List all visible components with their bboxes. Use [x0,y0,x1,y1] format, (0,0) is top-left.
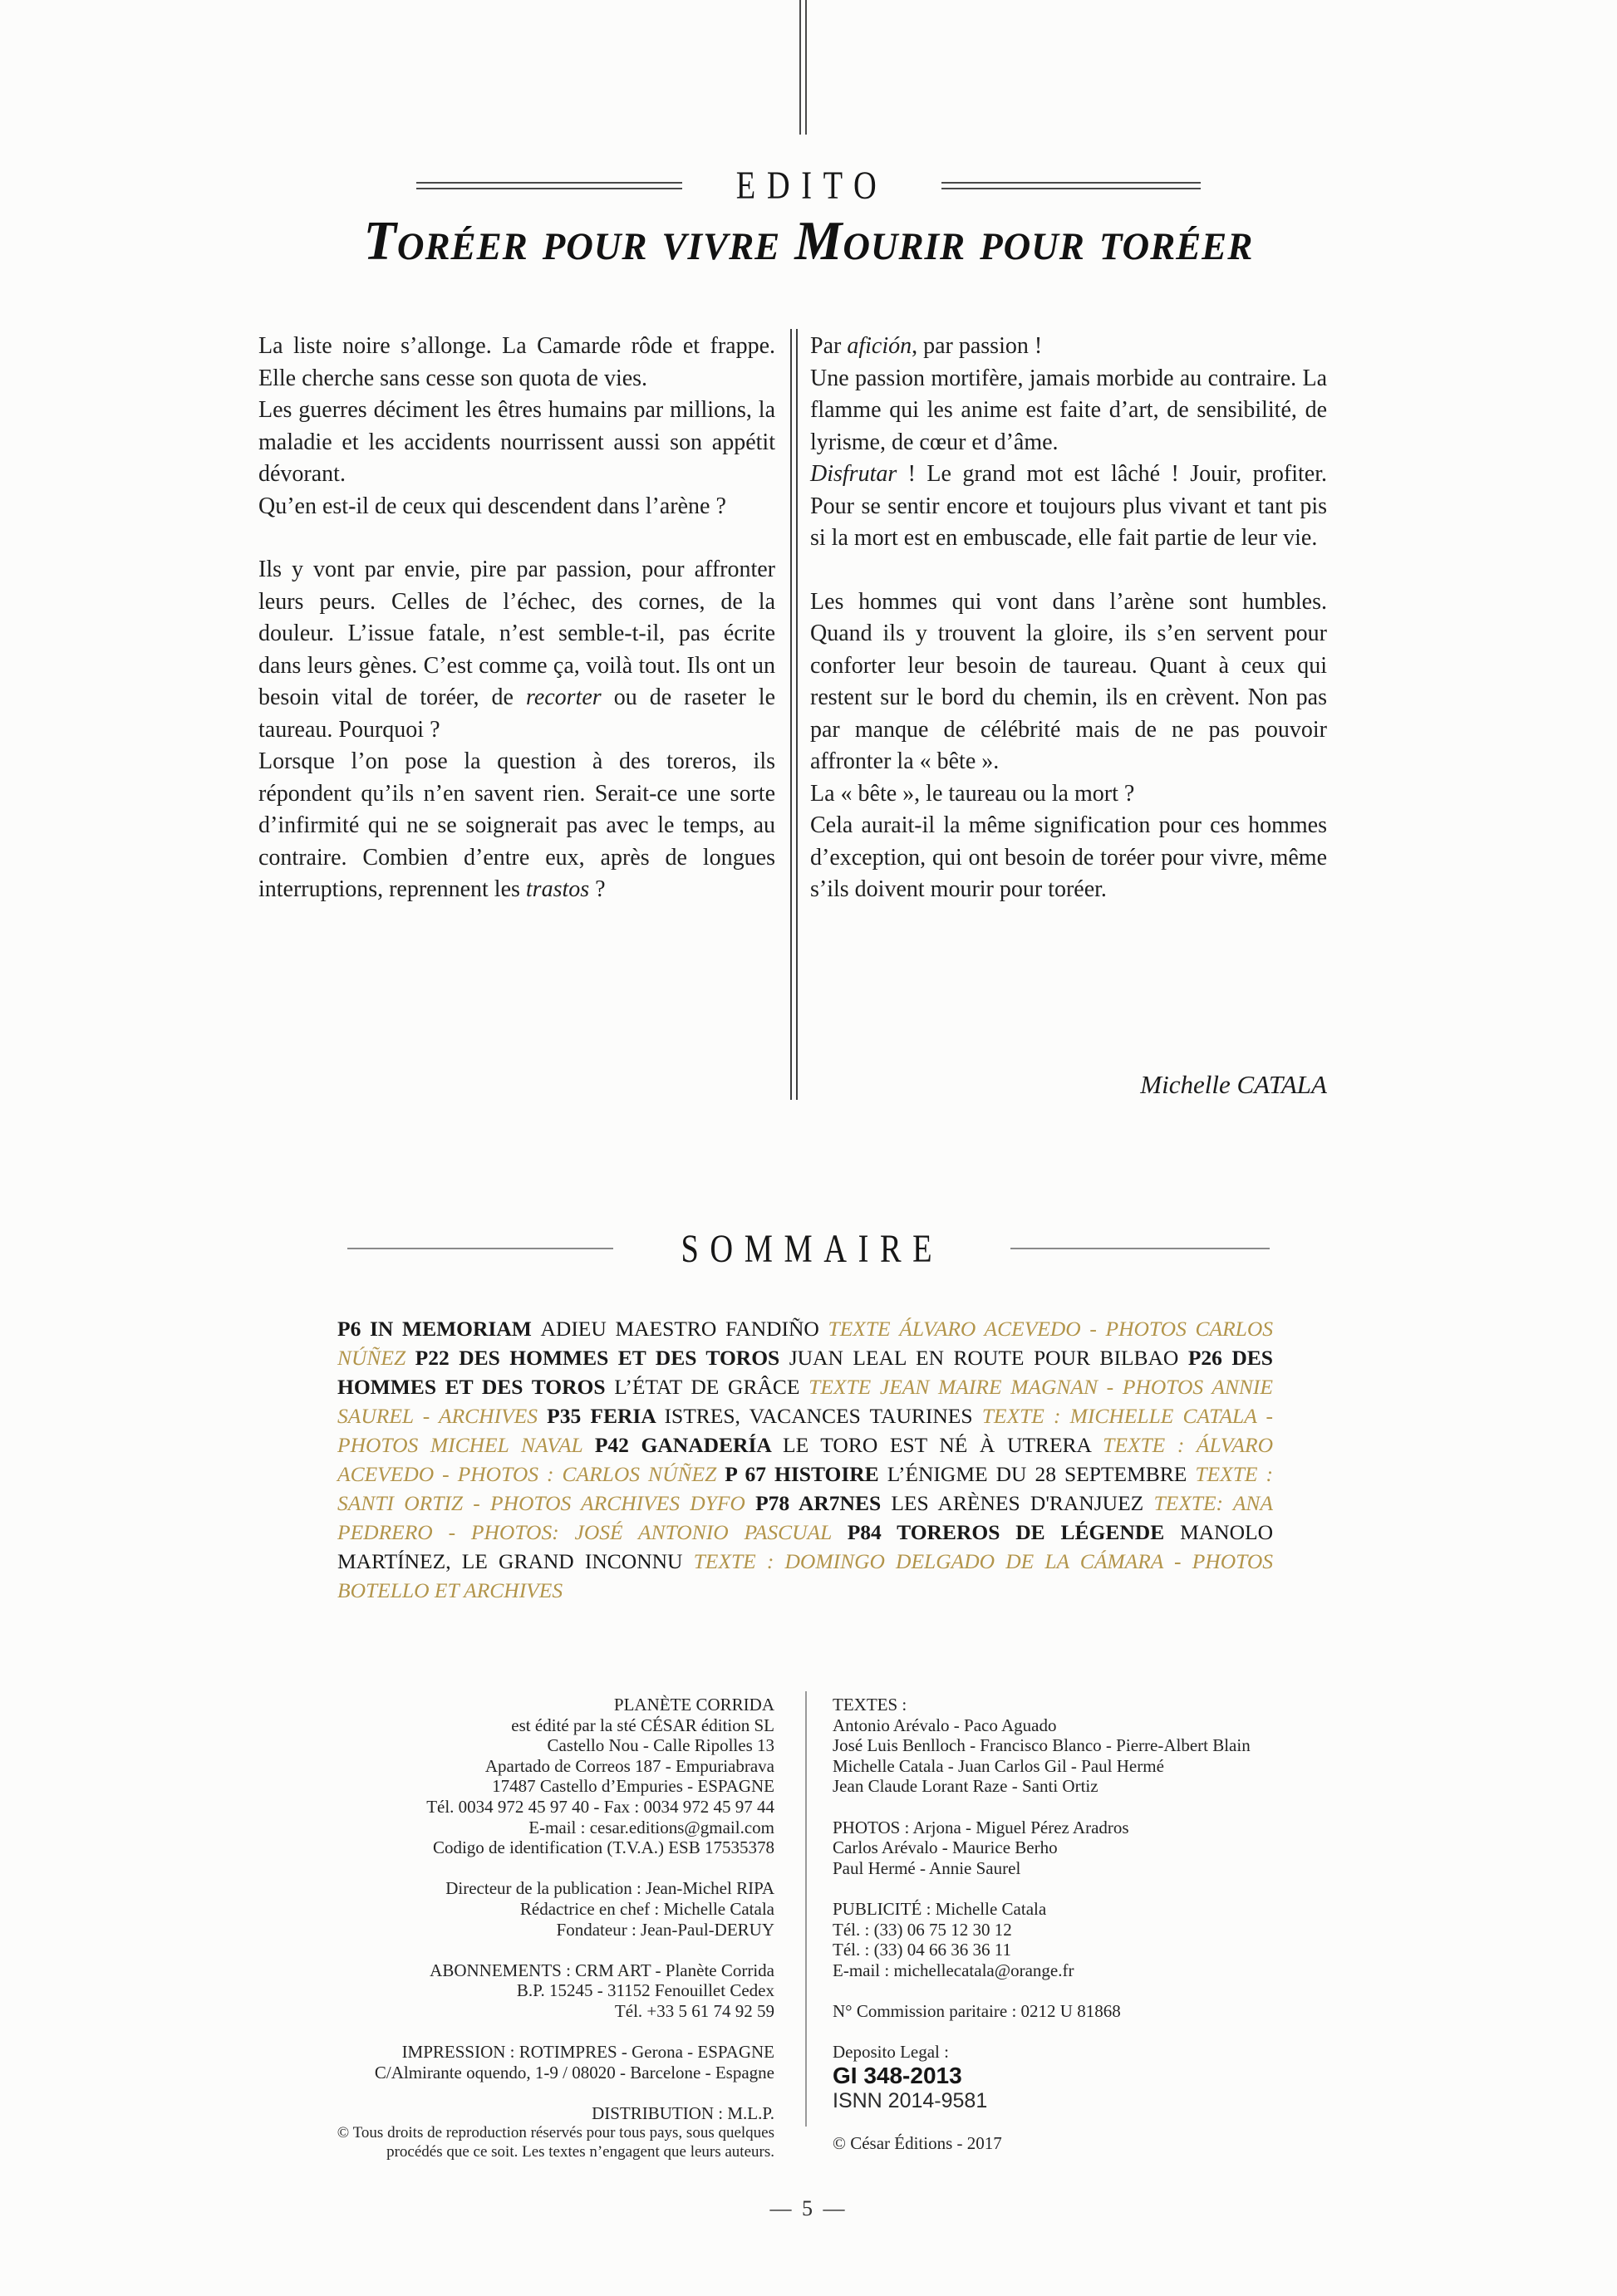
text-line: TEXTES : [833,1695,907,1715]
text-segment: ! Le grand mot est lâché ! Jouir, profiter. Pour se sentir encore et toujours plus vivant et tant pis si la mort est en embuscade, elle fait partie de leur vie. [810,461,1327,551]
colophon-credits-block [833,1695,1364,2154]
text-segment: , par passion ! [912,333,1043,359]
text-segment: ou de raseter le taureau. Pourquoi ? [258,684,775,743]
paragraph [810,810,1327,906]
sommaire-heading-row [0,1218,1617,1279]
text-line: 17487 Castello d’Empuries - ESPAGNE [492,1776,774,1797]
paragraph [258,746,775,906]
text-segment: P26 DES HOMMES ET DES TOROS [337,1345,1273,1399]
text-segment: P84 TOREROS DE LÉGENDE [847,1519,1181,1544]
sommaire-heading: SOMMAIRE [681,1226,943,1271]
text-line: Carlos Arévalo - Maurice Berho [833,1837,1058,1858]
text-segment: Cela aurait-il la même signification pour ces hommes d’exception, qui ont besoin de toréer pour vivre, même s’ils doivent mourir pour toréer. [810,812,1327,902]
text-line [833,1980,1364,2001]
text-segment: Qu’en est-il de ceux qui descendent dans l’arène ? [258,493,726,519]
text-line: GI 348-2013 [833,2062,962,2088]
paragraph [810,363,1327,459]
text-line [833,1878,1364,1899]
text-segment: Par [810,333,848,359]
text-line: José Luis Benlloch - Francisco Blanco - Pierre-Albert Blain [833,1735,1251,1756]
paragraph [810,586,1327,778]
paragraph [258,395,775,491]
text-segment: Une passion mortifère, jamais morbide au contraire. La flamme qui les anime est faite d’art, de sensibilité, de lyrisme, de cœur et d’âme. [810,365,1327,455]
paragraph [810,331,1327,363]
text-segment: TEXTE : SANTI ORTIZ - PHOTOS ARCHIVES DYFO [337,1461,1273,1515]
text-line: Fondateur : Jean-Paul-DERUY [556,1919,774,1940]
text-segment: TEXTE ÁLVARO ACEVEDO - PHOTOS CARLOS NÚÑEZ [337,1316,1273,1370]
text-segment: afición [847,333,912,359]
text-segment: L’ÉNIGME DU 28 SEPTEMBRE [887,1461,1196,1486]
column-divider-double-rule [790,329,798,1100]
text-segment: ADIEU MAESTRO FANDIÑO [540,1316,828,1341]
text-segment: LES ARÈNES D'RANJUEZ [891,1490,1154,1515]
text-line: Directeur de la publication : Jean-Michel RIPA [445,1878,774,1899]
page-number: — 5 — [769,2196,848,2220]
text-segment: TEXTE: ANA PEDRERO - PHOTOS: JOSÉ ANTONIO PASCUAL [337,1490,1273,1544]
text-line: Tél. 0034 972 45 97 40 - Fax : 0034 972 45 97 44 [426,1796,774,1817]
top-center-double-rule [799,0,807,135]
page-title: Toréer pour vivre Mourir pour toréer [363,210,1254,272]
text-line: Michelle Catala - Juan Carlos Gil - Paul Hermé [833,1755,1164,1776]
text-segment: P22 DES HOMMES ET DES TOROS [415,1345,789,1370]
editorial-left-column [258,331,775,906]
text-line: Apartado de Correos 187 - Empuriabrava [484,1755,774,1776]
text-line [249,1858,774,1879]
text-segment: ? [589,876,606,902]
text-segment: TEXTE : ÁLVARO ACEVEDO - PHOTOS : CARLOS NÚÑEZ [337,1432,1273,1486]
text-segment: TEXTE : MICHELLE CATALA - PHOTOS MICHEL NAVAL [337,1403,1273,1457]
paragraph [810,459,1327,555]
text-segment: trastos [525,876,590,902]
text-line [249,1940,774,1960]
text-line: DISTRIBUTION : M.L.P. [592,2102,774,2123]
colophon-publisher-block [249,1695,774,2161]
text-line: PHOTOS : Arjona - Miguel Pérez Aradros [833,1817,1129,1837]
text-segment: La liste noire s’allonge. La Camarde rôde et frappe. Elle cherche sans cesse son quota de vies. [258,333,775,391]
text-line: procédés que ce soit. Les textes n’engagent que leurs auteurs. [386,2143,774,2161]
text-line: E-mail : michellecatala@orange.fr [833,1960,1074,1980]
text-line: Tél. : (33) 06 75 12 30 12 [833,1919,1012,1940]
text-line: PLANÈTE CORRIDA [613,1695,774,1715]
text-line [833,2022,1364,2043]
text-line: Rédactrice en chef : Michelle Catala [519,1898,774,1919]
text-segment: TEXTE : DOMINGO DELGADO DE LA CÁMARA - PHOTOS BOTELLO ET ARCHIVES [337,1548,1274,1602]
paragraph [258,491,775,523]
edito-heading: EDITO [735,163,888,208]
text-segment: TEXTE JEAN MAIRE MAGNAN - PHOTOS ANNIE SAUREL - ARCHIVES [337,1374,1273,1428]
text-segment: La « bête », le taureau ou la mort ? [810,780,1135,807]
text-segment: P42 GANADERÍA [594,1432,783,1457]
paragraph [258,331,775,395]
text-line: est édité par la sté CÉSAR édition SL [511,1715,774,1735]
sommaire-entries [337,1314,1273,1605]
text-segment: ISTRES, VACANCES TAURINES [664,1403,982,1428]
text-line: Antonio Arévalo - Paco Aguado [833,1715,1057,1735]
text-line: © Tous droits de reproduction réservés pour tous pays, sous quelques [337,2124,774,2142]
text-line: Jean Claude Lorant Raze - Santi Ortiz [833,1776,1098,1797]
text-line [249,2022,774,2043]
text-segment: Lorsque l’on pose la question à des toreros, ils répondent qu’ils n’en savent rien. Serait-ce une sorte d’infirmité qui ne se soignerait pas avec le temps, au contraire. Combien d’entre eux, après de longues interruptions, reprennent les [258,748,775,902]
sommaire-rule-right [1010,1248,1270,1249]
edito-rule-right [941,182,1201,189]
paragraph [810,778,1327,811]
text-segment: Les guerres déciment les êtres humains par millions, la maladie et les accidents nourrissent aussi son appétit dévorant. [258,397,775,487]
text-line [833,1797,1364,1818]
text-segment: Ils y vont par envie, pire par passion, pour affronter leurs peurs. Celles de l’échec, des cornes, de la douleur. L’issue fatale, n’est semble-t-il, pas écrite dans leurs gènes. C’est comme ça, voilà tout. Ils ont un besoin vital de toréer, de [258,557,775,710]
text-line: © César Éditions - 2017 [833,2133,1002,2154]
text-segment: LE TORO EST NÉ À UTRERA [783,1432,1103,1457]
text-line: C/Almirante oquendo, 1-9 / 08020 - Barcelone - Espagne [374,2062,774,2083]
colophon-divider-rule [805,1691,807,2127]
text-line: Codigo de identification (T.V.A.) ESB 17535378 [432,1837,774,1858]
text-segment: P 67 HISTOIRE [725,1461,887,1486]
text-line: ISNN 2014-9581 [833,2088,988,2112]
text-line: N° Commission paritaire : 0212 U 81868 [833,2000,1121,2021]
text-segment: Disfrutar [810,461,897,487]
editorial-signature: Michelle CATALA [1140,1070,1327,1099]
text-line: Castello Nou - Calle Ripolles 13 [547,1735,774,1756]
text-line: B.P. 15245 - 31152 Fenouillet Cedex [516,1980,774,2001]
text-segment: L’ÉTAT DE GRÂCE [614,1374,809,1399]
text-line: Deposito Legal : [833,2042,949,2063]
sommaire-rule-left [347,1248,613,1249]
text-line: Tél. : (33) 04 66 36 36 11 [833,1940,1012,1960]
edito-rule-left [416,182,682,189]
text-segment: JUAN LEAL EN ROUTE POUR BILBAO [789,1345,1188,1370]
edito-heading-row [0,155,1617,216]
text-line: Tél. +33 5 61 74 92 59 [614,2000,774,2021]
text-segment: P35 FERIA [547,1403,665,1428]
text-line: PUBLICITÉ : Michelle Catala [833,1898,1047,1919]
text-segment: P78 AR7NES [755,1490,892,1515]
text-line: E-mail : cesar.editions@gmail.com [528,1817,774,1837]
text-segment: MANOLO MARTÍNEZ, LE GRAND INCONNU [337,1519,1273,1573]
paragraph [258,554,775,746]
text-line [249,2083,774,2103]
text-line: Paul Hermé - Annie Saurel [833,1857,1021,1878]
text-line: IMPRESSION : ROTIMPRES - Gerona - ESPAGNE [401,2042,774,2063]
text-segment: Les hommes qui vont dans l’arène sont humbles. Quand ils y trouvent la gloire, ils s’en servent pour conforter leur besoin de taureau. Quant à ceux qui restent sur le bord du chemin, ils en crèvent. Non pas par manque de célébrité mais de ne pas pouvoir affronter la « bête ». [810,588,1327,774]
text-line: ABONNEMENTS : CRM ART - Planète Corrida [430,1960,774,1980]
editorial-right-column [810,331,1327,906]
text-segment: recorter [525,684,602,710]
text-segment: P6 IN MEMORIAM [337,1316,541,1341]
text-line [833,2113,1364,2134]
